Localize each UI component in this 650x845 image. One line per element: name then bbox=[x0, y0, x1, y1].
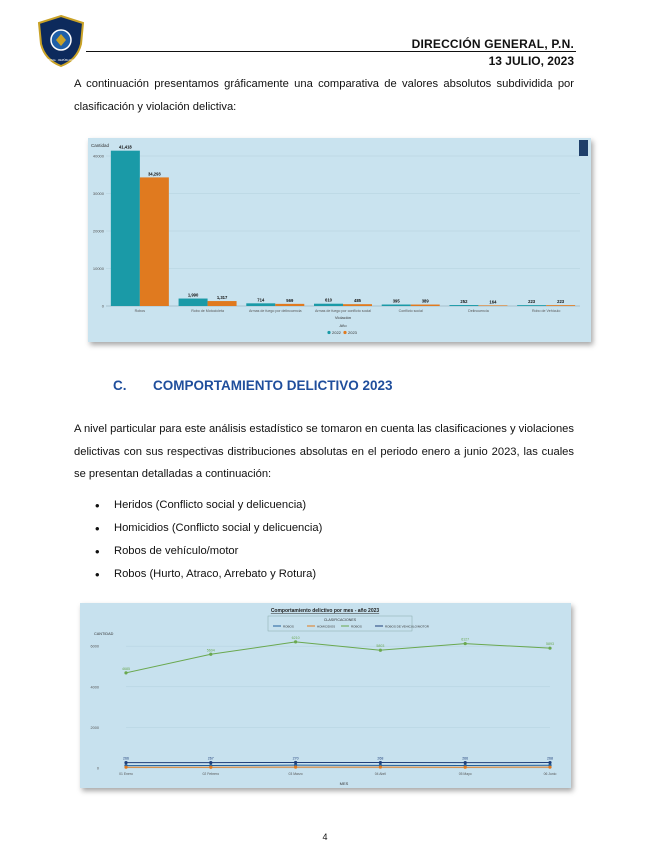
x-tick-label: 05 Mayo bbox=[458, 772, 472, 776]
bar-value-label: 1,990 bbox=[187, 292, 199, 298]
bar-value-label: 34,293 bbox=[147, 171, 161, 177]
line-chart bbox=[80, 603, 571, 788]
series-point bbox=[209, 653, 212, 656]
point-label: 268 bbox=[377, 756, 384, 761]
series-point bbox=[464, 766, 467, 769]
point-label: 5604 bbox=[206, 648, 215, 653]
bar-value-label: 223 bbox=[557, 299, 565, 305]
point-label: 6127 bbox=[461, 637, 470, 642]
series-point bbox=[379, 761, 382, 764]
legend-label: 2022 bbox=[332, 330, 341, 335]
legend-title: Año bbox=[339, 323, 347, 328]
bar-value-label: 714 bbox=[257, 297, 265, 303]
series-point bbox=[124, 761, 127, 764]
x-tick-label: 02 Febrero bbox=[202, 772, 220, 776]
bar-value-label: 41,418 bbox=[118, 144, 132, 150]
bar-2022 bbox=[449, 305, 478, 306]
bar-2022 bbox=[179, 299, 208, 306]
series-point bbox=[209, 766, 212, 769]
x-tick-label: 06 Junio bbox=[543, 772, 557, 776]
list-item: • Homicidios (Conflicto social y delicuencia) bbox=[95, 517, 322, 540]
x-tick-label: Armas de fuego por conflicto social bbox=[315, 309, 371, 313]
bar-value-label: 389 bbox=[421, 298, 429, 304]
series-point bbox=[124, 671, 127, 674]
bar-2023 bbox=[208, 301, 237, 306]
series-point bbox=[379, 649, 382, 652]
series-point bbox=[379, 765, 382, 768]
bar-value-label: 1,317 bbox=[216, 295, 228, 301]
x-tick-label: 01 Enero bbox=[119, 772, 133, 776]
line-chart-panel bbox=[80, 603, 571, 788]
classification-list bbox=[95, 494, 322, 586]
legend-label: HOMICIDIOS bbox=[317, 624, 336, 629]
series-point bbox=[464, 642, 467, 645]
bar-value-label: 164 bbox=[489, 299, 497, 305]
bar-2023 bbox=[478, 305, 507, 306]
list-item: • Robos de vehículo/motor bbox=[95, 540, 322, 563]
header-rule bbox=[86, 51, 576, 52]
legend-label: ROBOS DE VEHICULO/MOTOR bbox=[385, 624, 429, 629]
section-letter: C. bbox=[113, 378, 127, 393]
x-tick-label: 04 Abril bbox=[374, 772, 387, 776]
chart-title: Comportamiento delictivo por mes - año 2023 bbox=[270, 608, 380, 614]
section-title: COMPORTAMIENTO DELICTIVO 2023 bbox=[153, 378, 393, 393]
point-label: 5803 bbox=[376, 644, 385, 649]
point-label: 266 bbox=[462, 756, 469, 761]
x-tick-label: Robos bbox=[134, 309, 146, 313]
series-point bbox=[548, 766, 551, 769]
section-heading bbox=[113, 378, 393, 393]
point-label: 266 bbox=[123, 756, 129, 761]
legend-swatch bbox=[327, 331, 330, 334]
series-point bbox=[464, 761, 467, 764]
y-tick-label: 0 bbox=[101, 303, 104, 309]
series-point bbox=[124, 766, 127, 769]
bar-2023 bbox=[411, 305, 440, 306]
bar-2023 bbox=[140, 177, 169, 306]
bar-2022 bbox=[517, 305, 546, 306]
series-point bbox=[548, 761, 551, 764]
point-label: 4685 bbox=[122, 666, 130, 671]
x-tick-label: Robo de Motocicleta bbox=[191, 309, 224, 313]
series-point bbox=[294, 761, 297, 764]
legend-label: ROBOS bbox=[283, 624, 294, 629]
body-paragraph: A nivel particular para este análisis estadístico se tomaron en cuenta las clasificaciones y violaciones delictivas con sus respectivas distribuciones absolutas en el periodo enero a junio 2023, las cuales se presentan detalladas a continuación: bbox=[74, 423, 574, 480]
series-point bbox=[209, 761, 212, 764]
series-point bbox=[294, 640, 297, 643]
legend-title: CLASIFICACIONES bbox=[323, 618, 357, 622]
point-label: 6210 bbox=[291, 635, 300, 640]
logo-text: POLICÍA NACIONAL · REPÚBLICA DOMINICANA bbox=[31, 59, 91, 62]
x-axis-label: Violación bbox=[334, 315, 352, 320]
bar-value-label: 569 bbox=[286, 297, 294, 303]
legend-label: ROBOS bbox=[351, 624, 362, 629]
bar-chart-panel bbox=[88, 138, 591, 342]
list-item: • Heridos (Conflicto social y delicuencia) bbox=[95, 494, 322, 517]
bar-chart bbox=[88, 138, 591, 342]
y-tick-label: 6000 bbox=[90, 644, 99, 649]
bar-2023 bbox=[343, 304, 372, 306]
series-point bbox=[294, 766, 297, 769]
x-tick-label: Armas de fuego por delincuencia bbox=[249, 309, 302, 313]
bar-2023 bbox=[275, 304, 304, 306]
series-point bbox=[548, 647, 551, 650]
y-tick-label: 0 bbox=[96, 766, 99, 771]
page-number: 4 bbox=[322, 832, 328, 842]
y-tick-label: 10000 bbox=[92, 266, 104, 271]
police-logo bbox=[31, 14, 91, 68]
list-item: • Robos (Hurto, Atraco, Arrebato y Rotura) bbox=[95, 563, 322, 586]
intro-paragraph: A continuación presentamos gráficamente una comparativa de valores absolutos subdividida por clasificación y violación delictiva: bbox=[74, 78, 574, 113]
x-tick-label: Robo de Vehículo bbox=[531, 309, 561, 313]
y-tick-label: 40000 bbox=[92, 153, 104, 159]
bar-2022 bbox=[246, 303, 275, 306]
legend-swatch bbox=[343, 331, 346, 334]
bar-value-label: 395 bbox=[392, 298, 400, 304]
x-tick-label: 03 Marzo bbox=[288, 772, 303, 776]
header-title: DIRECCIÓN GENERAL, P.N. bbox=[411, 37, 574, 51]
bar-2022 bbox=[314, 304, 343, 306]
panel-control bbox=[579, 140, 588, 156]
point-label: 5893 bbox=[546, 642, 554, 647]
series-line bbox=[126, 642, 550, 673]
x-tick-label: Conflicto social bbox=[398, 309, 423, 313]
y-tick-label: 2000 bbox=[90, 725, 99, 730]
y-tick-label: 30000 bbox=[92, 191, 104, 196]
y-tick-label: 20000 bbox=[92, 228, 104, 234]
legend-label: 2023 bbox=[348, 330, 357, 335]
x-axis-label: MES bbox=[339, 781, 349, 786]
bar-value-label: 223 bbox=[528, 299, 536, 305]
x-tick-label: Delincuencia bbox=[468, 309, 489, 313]
bar-value-label: 485 bbox=[354, 298, 361, 304]
point-label: 270 bbox=[292, 756, 299, 761]
bar-2023 bbox=[546, 305, 575, 306]
bar-value-label: 252 bbox=[460, 299, 468, 305]
header-date: 13 JULIO, 2023 bbox=[488, 54, 574, 68]
bar-2022 bbox=[382, 305, 411, 306]
bar-2022 bbox=[111, 151, 140, 306]
y-axis-label: Cantidad bbox=[91, 143, 110, 148]
bar-value-label: 610 bbox=[325, 297, 332, 303]
y-tick-label: 4000 bbox=[90, 685, 99, 690]
point-label: 267 bbox=[207, 756, 214, 761]
y-axis-label: CANTIDAD bbox=[94, 632, 114, 636]
point-label: 268 bbox=[547, 756, 553, 761]
